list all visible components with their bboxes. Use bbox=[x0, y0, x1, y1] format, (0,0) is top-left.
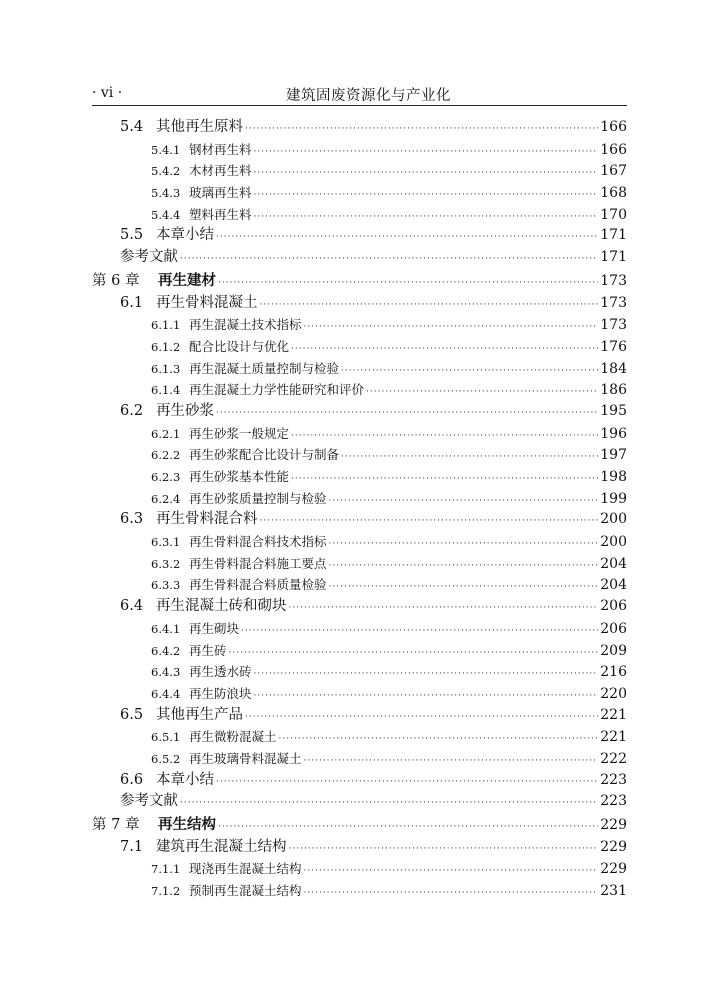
toc-subsection-entry[interactable] bbox=[92, 488, 627, 510]
toc-subsection-entry[interactable] bbox=[92, 182, 627, 204]
toc-subsection-entry[interactable] bbox=[92, 379, 627, 401]
toc-entry-page: 206 bbox=[600, 598, 627, 615]
dot-leader bbox=[218, 817, 598, 839]
toc-entry-number: 6.4 bbox=[120, 598, 144, 615]
toc-entry-page: 171 bbox=[600, 227, 627, 244]
dot-leader bbox=[180, 793, 598, 815]
toc-entry-title: 再生砂浆配合比设计与制备 bbox=[189, 447, 340, 463]
toc-entry-page: 173 bbox=[600, 294, 627, 311]
toc-entry-title: 再生砂浆 bbox=[156, 402, 214, 419]
toc-section-entry[interactable] bbox=[92, 596, 627, 618]
toc-entry-title: 再生砂浆质量控制与检验 bbox=[189, 490, 327, 506]
toc-entry-number: 6.1 bbox=[120, 294, 144, 311]
toc-subsection-entry[interactable] bbox=[92, 314, 627, 336]
toc-subsection-entry[interactable] bbox=[92, 640, 627, 662]
toc-entry-number: 5.4.1 bbox=[151, 142, 181, 157]
dot-leader bbox=[289, 839, 599, 861]
page-number: · vi · bbox=[92, 85, 123, 101]
toc-entry-page: 167 bbox=[600, 163, 627, 180]
toc-entry-number: 第 6 章 bbox=[92, 272, 140, 289]
toc-subsection-entry[interactable] bbox=[92, 444, 627, 466]
toc-subsection-entry[interactable] bbox=[92, 683, 627, 705]
toc-entry-title: 再生骨料混凝土 bbox=[156, 294, 258, 311]
toc-section-entry[interactable] bbox=[92, 837, 627, 859]
toc-entry-title: 预制再生混凝土结构 bbox=[189, 883, 302, 899]
toc-entry-number: 6.5.1 bbox=[151, 730, 181, 745]
toc-entry-number: 6.1.3 bbox=[151, 361, 181, 376]
toc-entry-title: 现浇再生混凝土结构 bbox=[189, 861, 302, 877]
toc-entry-title: 再生骨料混合料质量检验 bbox=[189, 577, 327, 593]
book-title: 建筑固废资源化与产业化 bbox=[286, 88, 451, 104]
toc-entry-title: 参考文献 bbox=[120, 249, 178, 266]
toc-entry-number: 5.4 bbox=[120, 119, 144, 135]
toc-entry-page: 186 bbox=[600, 382, 627, 399]
toc-entry-title: 本章小结 bbox=[156, 227, 214, 244]
toc-chapter-entry[interactable] bbox=[92, 271, 627, 293]
toc-entry-number: 6.6 bbox=[120, 771, 144, 788]
toc-entry-title: 建筑再生混凝土结构 bbox=[156, 838, 287, 855]
toc-entry-number: 第 7 章 bbox=[92, 817, 140, 833]
toc-subsection-entry[interactable] bbox=[92, 726, 627, 748]
toc-entry-page: 173 bbox=[600, 272, 627, 289]
toc-subsection-entry[interactable] bbox=[92, 574, 627, 596]
toc-entry-number: 6.2.4 bbox=[151, 491, 181, 506]
toc-entry-page: 229 bbox=[600, 817, 627, 833]
toc-entry-page: 216 bbox=[600, 664, 627, 681]
toc-entry-number: 6.5 bbox=[120, 706, 144, 723]
dot-leader bbox=[218, 273, 598, 295]
toc-section-entry[interactable] bbox=[92, 225, 627, 247]
toc-section-entry[interactable] bbox=[92, 705, 627, 727]
toc-entry-title: 参考文献 bbox=[120, 793, 178, 810]
toc-entry-number: 6.4.2 bbox=[151, 643, 181, 658]
toc-entry-page: 229 bbox=[600, 838, 627, 855]
dot-leader bbox=[245, 119, 598, 141]
dot-leader bbox=[216, 403, 598, 425]
toc-entry-page: 231 bbox=[600, 883, 627, 900]
toc-entry-page: 198 bbox=[600, 469, 627, 485]
toc-entry-title: 再生骨料混合料施工要点 bbox=[189, 555, 327, 571]
toc-entry-title: 再生建材 bbox=[158, 272, 216, 289]
toc-subsection-entry[interactable] bbox=[92, 139, 627, 161]
toc-entry-page: 209 bbox=[600, 642, 627, 659]
toc-entry-title: 再生骨料混合料技术指标 bbox=[189, 534, 327, 550]
toc-entry-title: 再生混凝土力学性能研究和评价 bbox=[189, 382, 365, 398]
toc-entry-number: 6.4.4 bbox=[151, 686, 181, 701]
toc-section-entry[interactable] bbox=[92, 293, 627, 315]
toc-entry-title: 再生骨料混合料 bbox=[156, 511, 258, 528]
toc-entry-number: 6.2.2 bbox=[151, 448, 181, 463]
toc-subsection-entry[interactable] bbox=[92, 748, 627, 770]
toc-entry-number: 6.2.3 bbox=[151, 470, 181, 484]
toc-entry-page: 200 bbox=[600, 534, 627, 551]
toc-entry-page: 200 bbox=[600, 511, 627, 528]
toc-subsection-entry[interactable] bbox=[92, 160, 627, 182]
table-of-contents bbox=[92, 117, 627, 902]
toc-entry-number: 6.3 bbox=[120, 511, 144, 528]
toc-entry-page: 173 bbox=[600, 317, 627, 334]
dot-leader bbox=[216, 227, 598, 249]
toc-subsection-entry[interactable] bbox=[92, 553, 627, 575]
toc-entry-page: 229 bbox=[600, 861, 627, 878]
toc-entry-number: 6.2 bbox=[120, 402, 144, 419]
toc-entry-title: 玻璃再生料 bbox=[189, 185, 252, 201]
toc-entry-page: 222 bbox=[600, 750, 627, 767]
toc-entry-title: 钢材再生料 bbox=[189, 141, 252, 157]
toc-entry-number: 7.1.1 bbox=[151, 862, 181, 877]
toc-entry-page: 166 bbox=[600, 141, 627, 158]
toc-entry-number: 6.3.3 bbox=[151, 578, 181, 593]
toc-entry-number: 6.3.1 bbox=[151, 535, 181, 550]
toc-section-entry[interactable] bbox=[92, 791, 627, 813]
toc-subsection-entry[interactable] bbox=[92, 531, 627, 553]
toc-entry-title: 再生防浪块 bbox=[189, 685, 252, 701]
toc-entry-page: 223 bbox=[600, 771, 627, 788]
toc-entry-title: 其他再生原料 bbox=[156, 119, 243, 135]
toc-entry-title: 木材再生料 bbox=[189, 163, 252, 179]
toc-entry-number: 5.4.3 bbox=[151, 186, 181, 201]
toc-entry-title: 其他再生产品 bbox=[156, 706, 243, 723]
toc-entry-number: 7.1.2 bbox=[151, 884, 181, 899]
toc-entry-number: 5.4.2 bbox=[151, 164, 181, 179]
toc-entry-page: 197 bbox=[600, 447, 627, 464]
toc-entry-page: 168 bbox=[600, 185, 627, 202]
toc-entry-title: 再生砖 bbox=[189, 642, 227, 658]
toc-entry-title: 塑料再生料 bbox=[189, 206, 252, 222]
toc-entry-page: 199 bbox=[600, 490, 627, 507]
toc-section-entry[interactable] bbox=[92, 401, 627, 423]
toc-entry-title: 再生透水砖 bbox=[189, 664, 252, 680]
toc-entry-number: 6.3.2 bbox=[151, 556, 181, 571]
toc-entry-page: 221 bbox=[600, 706, 627, 723]
toc-subsection-entry[interactable] bbox=[92, 618, 627, 640]
toc-entry-page: 184 bbox=[600, 360, 627, 377]
toc-subsection-entry[interactable] bbox=[92, 336, 627, 358]
toc-entry-number: 6.1.1 bbox=[151, 318, 181, 333]
toc-entry-page: 204 bbox=[600, 555, 627, 572]
toc-entry-page: 206 bbox=[600, 620, 627, 637]
toc-entry-title: 本章小结 bbox=[156, 771, 214, 788]
toc-entry-number: 5.4.4 bbox=[151, 207, 181, 222]
toc-section-entry[interactable] bbox=[92, 509, 627, 531]
toc-subsection-entry[interactable] bbox=[92, 858, 627, 880]
toc-entry-number: 6.5.2 bbox=[151, 751, 181, 766]
toc-entry-title: 再生砂浆一般规定 bbox=[189, 425, 290, 441]
toc-entry-number: 5.5 bbox=[120, 227, 144, 244]
toc-entry-number: 7.1 bbox=[120, 838, 144, 855]
toc-entry-title: 配合比设计与优化 bbox=[189, 338, 290, 354]
toc-entry-title: 再生混凝土砖和砌块 bbox=[156, 598, 287, 615]
toc-entry-page: 170 bbox=[600, 206, 627, 223]
toc-subsection-entry[interactable] bbox=[92, 204, 627, 226]
toc-subsection-entry[interactable] bbox=[92, 661, 627, 683]
toc-entry-title: 再生砌块 bbox=[189, 620, 240, 636]
toc-entry-number: 6.4.3 bbox=[151, 665, 181, 680]
toc-entry-title: 再生混凝土质量控制与检验 bbox=[189, 360, 340, 376]
toc-entry-title: 再生微粉混凝土 bbox=[189, 729, 277, 745]
dot-leader bbox=[216, 772, 598, 794]
toc-entry-page: 166 bbox=[600, 119, 627, 135]
toc-entry-title: 再生结构 bbox=[158, 817, 216, 833]
dot-leader bbox=[289, 598, 599, 620]
toc-entry-page: 196 bbox=[600, 425, 627, 442]
toc-entry-title: 再生混凝土技术指标 bbox=[189, 317, 302, 333]
toc-subsection-entry[interactable] bbox=[92, 358, 627, 380]
toc-section-entry[interactable] bbox=[92, 247, 627, 269]
toc-entry-page: 176 bbox=[600, 338, 627, 355]
page-header bbox=[92, 83, 627, 106]
toc-entry-number: 6.2.1 bbox=[151, 426, 181, 441]
toc-entry-title: 再生砂浆基本性能 bbox=[189, 469, 290, 484]
toc-entry-number: 6.1.4 bbox=[151, 383, 181, 398]
toc-entry-page: 220 bbox=[600, 685, 627, 702]
toc-entry-page: 221 bbox=[600, 729, 627, 746]
toc-section-entry[interactable] bbox=[92, 770, 627, 792]
dot-leader bbox=[304, 883, 599, 905]
toc-subsection-entry[interactable] bbox=[92, 880, 627, 902]
dot-leader bbox=[260, 295, 599, 317]
toc-entry-page: 195 bbox=[600, 402, 627, 419]
toc-subsection-entry[interactable] bbox=[92, 466, 627, 488]
toc-subsection-entry[interactable] bbox=[92, 423, 627, 445]
toc-chapter-entry[interactable] bbox=[92, 815, 627, 837]
toc-entry-title: 再生玻璃骨料混凝土 bbox=[189, 750, 302, 766]
toc-entry-page: 204 bbox=[600, 577, 627, 594]
dot-leader bbox=[245, 707, 598, 729]
toc-entry-page: 223 bbox=[600, 793, 627, 810]
toc-section-entry[interactable] bbox=[92, 117, 627, 139]
dot-leader bbox=[260, 511, 599, 533]
toc-entry-number: 6.1.2 bbox=[151, 339, 181, 354]
dot-leader bbox=[180, 249, 598, 271]
toc-entry-page: 171 bbox=[600, 249, 627, 266]
toc-entry-number: 6.4.1 bbox=[151, 621, 181, 636]
